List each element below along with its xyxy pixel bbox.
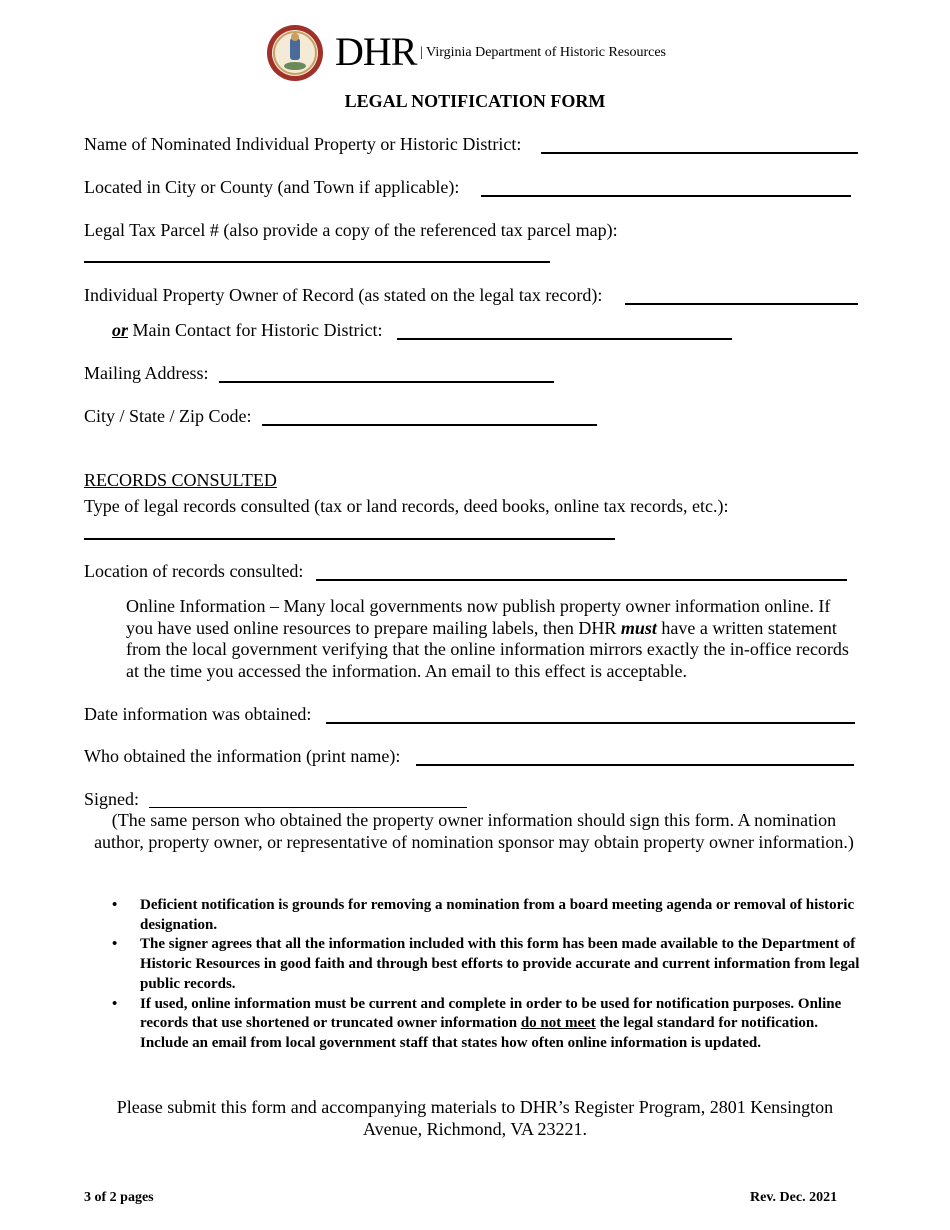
- dhr-wordmark: DHR: [335, 29, 417, 74]
- bullet-text-3b: the legal standard for notification. Include an email from local government staff that states how often online information is updated.: [140, 1015, 819, 1051]
- requirements-list: [108, 896, 868, 1054]
- main-contact-text: Main Contact for Historic District:: [128, 320, 383, 340]
- records-location-label: Location of records consulted:: [84, 561, 304, 581]
- records-location-field[interactable]: [316, 561, 847, 581]
- online-info-text-1: Online Information – Many local governments now publish property owner information online. If you have used online resources to prepare mailing labels, then DHR: [126, 596, 831, 638]
- records-type-label: Type of legal records consulted (tax or land records, deed books, online tax records, etc.):: [84, 496, 729, 516]
- date-obtained-field[interactable]: [326, 704, 855, 724]
- signature-field[interactable]: [149, 789, 467, 808]
- bullet-marker: •: [112, 897, 118, 913]
- signed-label: Signed:: [84, 789, 140, 809]
- who-obtained-field[interactable]: [416, 746, 854, 766]
- bullet-text-2: The signer agrees that all the information included with this form has been made available to the Department of Historic Resources in good faith and through best efforts to provide accurate and current information from legal public records.: [140, 936, 860, 992]
- signature-note: (The same person who obtained the property owner information should sign this form. A nomination author, property owner, or representative of nomination sponsor may obtain property owner information.): [94, 810, 854, 852]
- revision-date: Rev. Dec. 2021: [750, 1190, 838, 1205]
- tax-parcel-field[interactable]: [84, 243, 550, 263]
- list-item: [108, 896, 868, 935]
- located-in-label: Located in City or County (and Town if applicable):: [84, 177, 460, 197]
- tax-parcel-label: Legal Tax Parcel # (also provide a copy of the referenced tax parcel map):: [84, 220, 618, 240]
- do-not-meet-emphasis: do not meet: [520, 1015, 596, 1032]
- owner-of-record-field[interactable]: [625, 285, 858, 305]
- bullet-text-1: Deficient notification is grounds for removing a nomination from a board meeting agenda or removal of historic designation.: [140, 897, 855, 933]
- or-emphasis: or: [112, 320, 129, 340]
- page-number: 3 of 2 pages: [84, 1190, 154, 1205]
- bullet-marker: •: [112, 995, 118, 1012]
- who-obtained-label: Who obtained the information (print name):: [84, 746, 401, 766]
- bullet-text-3a: If used, online information must be current and complete in order to be used for notification purposes. Online records that use shortened or truncated owner information: [140, 995, 842, 1032]
- property-name-field[interactable]: [541, 134, 858, 154]
- dhr-seal-logo: [266, 24, 324, 82]
- list-item: [108, 995, 868, 1054]
- owner-of-record-label: Individual Property Owner of Record (as stated on the legal tax record):: [84, 285, 603, 305]
- records-consulted-heading: RECORDS CONSULTED: [84, 470, 277, 490]
- online-info-text-2: have a written statement from the local government verifying that the online information mirrors exactly the in-office records at the time you accessed the information. An email to this effect is acceptable.: [126, 617, 849, 681]
- date-obtained-label: Date information was obtained:: [84, 704, 312, 724]
- records-type-field[interactable]: [84, 520, 615, 540]
- bullet-marker: •: [112, 936, 118, 953]
- list-item: [108, 935, 868, 994]
- online-information-note: [126, 596, 856, 682]
- city-state-zip-label: City / State / Zip Code:: [84, 406, 252, 426]
- mailing-address-label: Mailing Address:: [84, 363, 209, 383]
- located-in-field[interactable]: [481, 177, 851, 197]
- submission-instructions: Please submit this form and accompanying materials to DHR’s Register Program, 2801 Kensington Avenue, Richmond, VA 23221.: [116, 1097, 834, 1139]
- form-title: LEGAL NOTIFICATION FORM: [344, 91, 606, 111]
- mailing-address-field[interactable]: [219, 363, 554, 383]
- city-state-zip-field[interactable]: [262, 406, 597, 426]
- property-name-label: Name of Nominated Individual Property or Historic District:: [84, 134, 522, 154]
- must-emphasis: must: [620, 617, 657, 638]
- main-contact-field[interactable]: [397, 320, 732, 340]
- department-name: | Virginia Department of Historic Resources: [420, 45, 666, 60]
- main-contact-label: [112, 320, 382, 341]
